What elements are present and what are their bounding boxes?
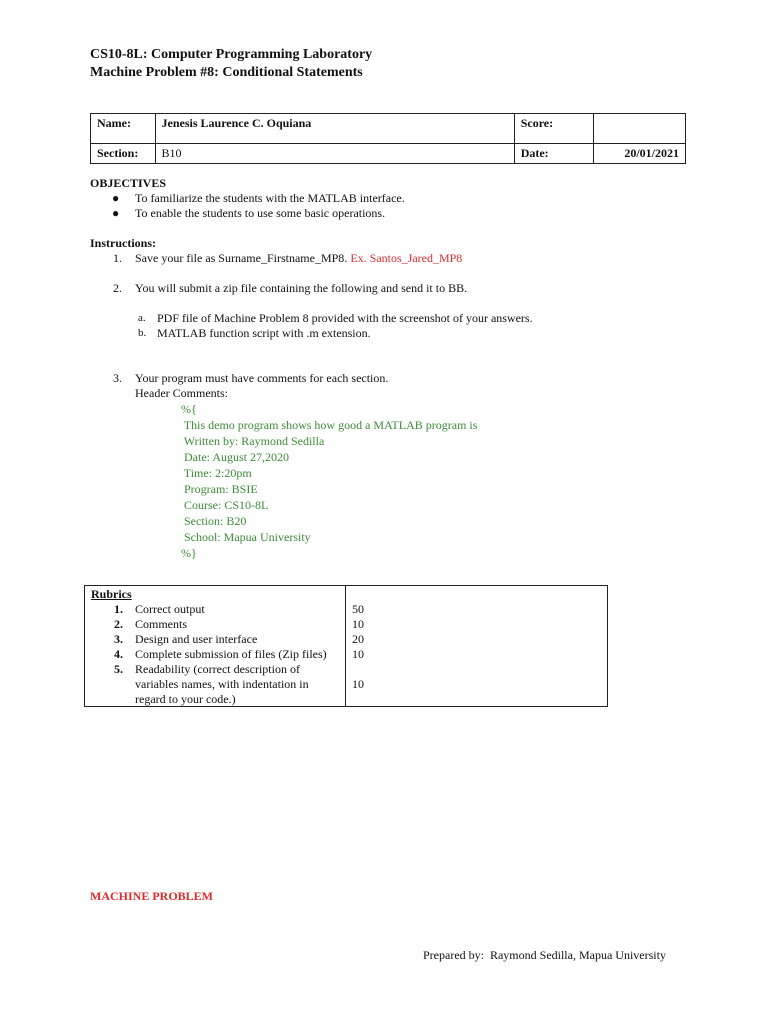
comment-line: Time: 2:20pm [181,466,252,480]
name-label: Name: [91,114,156,144]
sub-item-letter: b. [138,327,147,339]
objectives-heading: OBJECTIVES [90,176,167,190]
rubrics-table [84,585,608,707]
sub-item-letter: a. [138,312,146,324]
rubric-points: 10 [352,617,364,631]
rubric-row [85,602,607,617]
rubric-number: 2. [114,617,123,631]
rubric-row-continued [85,677,607,692]
rubric-number: 1. [114,602,123,616]
comment-line: Program: BSIE [181,482,258,496]
instruction-item-2: You will submit a zip file containing the following and send it to BB. [135,281,468,295]
score-label: Score: [514,114,593,144]
rubric-points: 50 [352,602,364,616]
instruction-item-3: Your program must have comments for each section. [135,371,389,385]
rubric-criterion: Comments [135,617,188,631]
comment-line: Section: B20 [181,514,247,528]
comment-line: %{ [181,402,197,416]
comment-line: This demo program shows how good a MATLAB program is [181,418,478,432]
rubric-points: 10 [352,647,364,661]
prepared-by-footer: Prepared by: Raymond Sedilla, Mapua University [423,948,666,962]
rubric-criterion: regard to your code.) [135,692,236,706]
rubric-number: 5. [114,662,123,676]
rubric-row [85,647,607,662]
rubric-number: 4. [114,647,123,661]
date-value: 20/01/2021 [594,144,686,164]
example-filename: Ex. Santos_Jared_MP8 [350,251,463,265]
comment-line: Course: CS10-8L [181,498,269,512]
bullet-icon: ● [112,206,120,220]
comment-line: %} [181,546,197,560]
comment-line: Written by: Raymond Sedilla [181,434,325,448]
header-comments-label: Header Comments: [135,386,228,400]
instruction-number: 2. [113,281,122,295]
section-value: B10 [155,144,514,164]
rubric-row-continued [85,692,607,707]
rubrics-heading: Rubrics [91,587,132,601]
rubric-criterion: Readability (correct description of [135,662,300,676]
sub-item-a: PDF file of Machine Problem 8 provided with the screenshot of your answers. [157,311,533,325]
instruction-item-1 [135,251,462,266]
date-label: Date: [514,144,593,164]
rubric-row [85,662,607,677]
name-value: Jenesis Laurence C. Oquiana [155,114,514,144]
comment-line: Date: August 27,2020 [181,450,289,464]
student-info-table [90,113,686,164]
rubric-number: 3. [114,632,123,646]
rubric-points: 10 [352,677,364,691]
instruction-number: 3. [113,371,122,385]
score-value [594,114,686,144]
rubric-criterion: Design and user interface [135,632,258,646]
rubric-row [85,617,607,632]
problem-title: Machine Problem #8: Conditional Statements [90,65,363,80]
sub-item-b: MATLAB function script with .m extension. [157,326,371,340]
bullet-icon: ● [112,191,120,205]
machine-problem-heading: MACHINE PROBLEM [90,889,213,903]
comment-line: School: Mapua University [181,530,311,544]
instruction-text: Save your file as Surname_Firstname_MP8. [135,251,348,265]
objective-item: To enable the students to use some basic operations. [135,206,386,220]
rubric-row [85,632,607,647]
rubric-criterion: Complete submission of files (Zip files) [135,647,327,661]
rubric-points: 20 [352,632,364,646]
section-label: Section: [91,144,156,164]
rubric-criterion: Correct output [135,602,205,616]
instructions-heading: Instructions: [90,236,157,250]
rubric-criterion: variables names, with indentation in [135,677,309,691]
instruction-number: 1. [113,251,122,265]
course-title: CS10-8L: Computer Programming Laboratory [90,47,373,62]
objective-item: To familiarize the students with the MATLAB interface. [135,191,405,205]
